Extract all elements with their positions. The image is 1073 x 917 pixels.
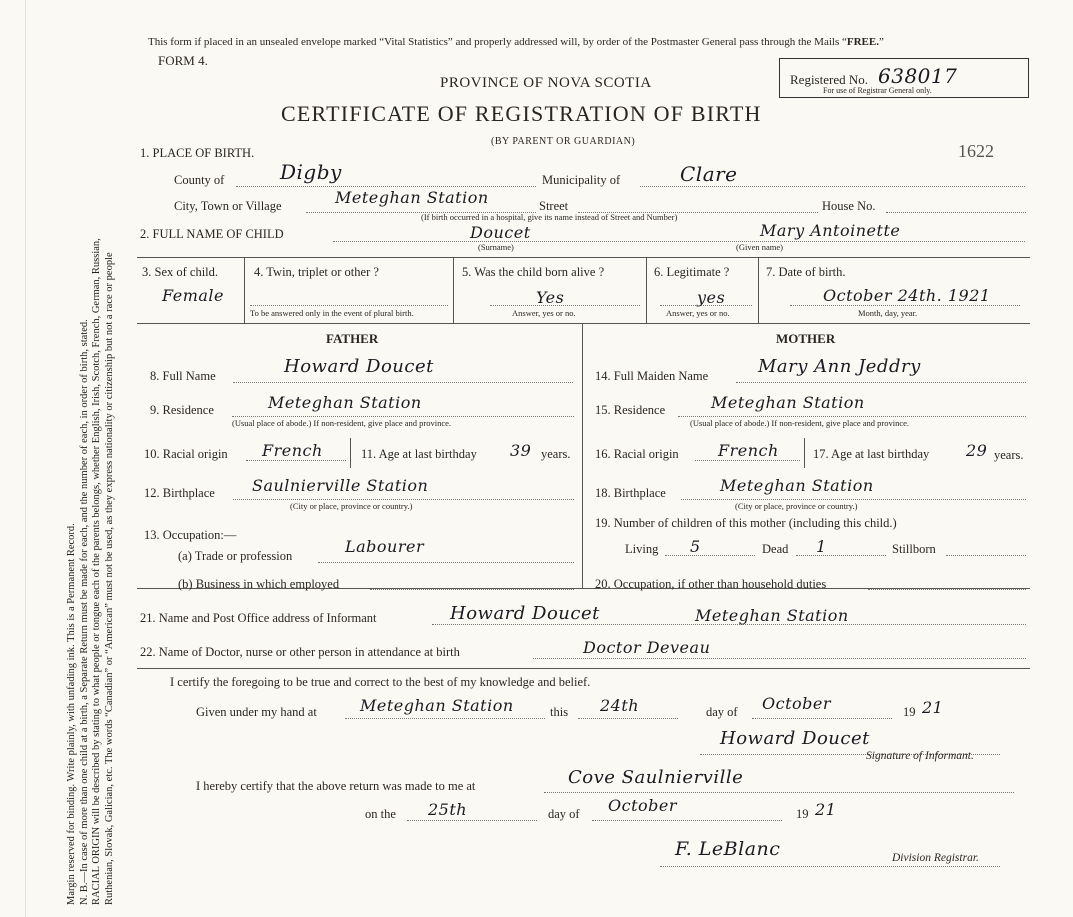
municipality-value: Clare [680,162,738,186]
child-name-line [333,241,1025,242]
father-trade: Labourer [345,537,425,556]
living-line [665,555,755,556]
twin-note: To be answered only in the event of plural birth. [250,308,414,318]
mother-name-line [736,382,1026,383]
reg-day-of-label: day of [548,807,580,821]
row-divider-top [137,257,1030,258]
mail-notice [148,36,884,48]
registrar-text: I hereby certify that the above return was made to me at [196,779,476,793]
reg-day: 25th [428,800,468,819]
mother-racial: French [718,441,779,460]
father-age: 39 [510,441,532,460]
sex-value: Female [162,286,224,305]
father-residence-caption: (Usual place of abode.) If non-resident, give place and province. [232,418,452,428]
alive-label: 5. Was the child born alive ? [462,265,605,279]
doctor-line [533,658,1026,659]
father-age-divider [350,438,351,468]
reg-month-line [592,820,782,821]
registrar-signature: F. LeBlanc [675,838,781,860]
child-given-name: Mary Antoinette [760,221,901,240]
doctor-name: Doctor Deveau [583,638,711,657]
city-value: Meteghan Station [335,188,489,207]
legit-line [660,305,752,306]
informant-name: Howard Doucet [450,603,600,624]
father-birthplace-line [233,499,574,500]
father-trade-line [318,562,574,563]
father-racial: French [262,441,323,460]
county-value: Digby [280,160,342,184]
father-business-line [370,589,574,590]
informant-signature: Howard Doucet [720,728,870,749]
mother-residence: Meteghan Station [711,393,865,412]
dob-line [790,305,1020,306]
col-divider-4 [758,257,759,323]
father-name-label: 8. Full Name [150,369,216,383]
informant-signature-caption: Signature of Informant. [866,750,974,762]
registered-number: 638017 [878,64,958,88]
father-birthplace: Saulnierville Station [252,476,429,495]
col-divider-1 [244,257,245,323]
page-subtitle: (BY PARENT OR GUARDIAN) [491,136,636,147]
legit-value: yes [697,288,726,307]
form-number: FORM 4. [158,53,208,68]
col-divider-3 [646,257,647,323]
stillborn-line [946,555,1026,556]
father-name: Howard Doucet [284,356,434,377]
father-trade-label: (a) Trade or profession [178,549,293,563]
registrar-signature-line [660,866,1000,867]
father-heading: FATHER [326,331,379,346]
certify-text: I certify the foregoing to be true and correct to the best of my knowledge and belief. [170,675,591,689]
mother-birthplace-caption: (City or place, province or country.) [735,501,858,511]
mother-birthplace: Meteghan Station [720,476,874,495]
given-place-line [345,718,545,719]
mother-residence-line [678,416,1026,417]
father-birthplace-caption: (City or place, province or country.) [290,501,413,511]
col-divider-2 [453,257,454,323]
father-business-label: (b) Business in which employed [178,577,340,591]
parents-divider [582,323,583,588]
house-no-label: House No. [822,199,876,213]
municipality-line [640,186,1025,187]
mother-age-years: years. [994,448,1024,462]
reg-month: October [608,796,677,815]
mother-birthplace-line [681,499,1026,500]
margin-line-2: N. B.—In case of more than one child at a birth, a Separate Return must be made for each, and the number of each, in order of birth, stated. [78,319,90,905]
page-title: CERTIFICATE OF REGISTRATION OF BIRTH [281,101,762,126]
surname-caption: (Surname) [478,242,514,252]
dob-value: October 24th. 1921 [823,286,991,305]
on-the-label: on the [365,807,396,821]
county-line [236,186,536,187]
father-racial-label: 10. Racial origin [144,447,228,461]
father-age-years: years. [541,447,571,461]
city-label: City, Town or Village [174,199,282,213]
hospital-note: (If birth occurred in a hospital, give its name instead of Street and Number) [421,212,678,222]
street-label: Street [539,199,569,213]
this-label: this [550,705,569,719]
mail-notice-free: FREE. [846,36,879,48]
registrar-place-line [544,792,1014,793]
day-line [578,718,678,719]
mother-racial-label: 16. Racial origin [595,447,679,461]
mother-racial-line [695,460,800,461]
month-line [752,718,892,719]
father-residence-label: 9. Residence [150,403,214,417]
given-name-caption: (Given name) [736,242,783,252]
registrar-place: Cove Saulnierville [568,767,744,788]
mother-residence-label: 15. Residence [595,403,666,417]
mother-age-label: 17. Age at last birthday [813,447,930,461]
row-divider-bottom [137,323,1030,324]
reg-year: 21 [815,800,837,819]
living-label: Living [625,542,659,556]
twin-line [250,305,448,306]
dead-value: 1 [816,537,827,556]
mother-occupation-label: 20. Occupation, if other than household duties [595,577,827,591]
margin-line-1: Margin reserved for binding. Write plainly, with unfading ink. This is a Permanent Record. [66,523,77,905]
dob-caption: Month, day, year. [858,308,918,318]
given-year: 21 [922,698,944,717]
child-name-label: 2. FULL NAME OF CHILD [140,227,284,241]
mother-residence-caption: (Usual place of abode.) If non-resident, give place and province. [690,418,910,428]
mother-name-label: 14. Full Maiden Name [595,369,709,383]
stillborn-label: Stillborn [892,542,936,556]
reg-year-prefix: 19 [796,807,809,821]
given-label: Given under my hand at [196,705,317,719]
mother-occupation-line [868,589,1026,590]
dob-label: 7. Date of birth. [766,265,846,279]
father-name-line [233,382,573,383]
doctor-label: 22. Name of Doctor, nurse or other person in attendance at birth [140,645,460,659]
given-place: Meteghan Station [360,696,514,715]
informant-label: 21. Name and Post Office address of Informant [140,611,377,625]
alive-caption: Answer, yes or no. [512,308,576,318]
registrar-signature-caption: Division Registrar. [892,852,979,864]
province-title: PROVINCE OF NOVA SCOTIA [440,75,652,91]
father-birthplace-label: 12. Birthplace [144,486,215,500]
margin-line-3: RACIAL ORIGIN will be described by stating to what people or tongue each of the parents belongs, whether English, Irish, Scotch, French, German, Russian, [91,238,102,905]
informant-address: Meteghan Station [695,606,849,625]
father-residence-line [232,416,574,417]
registered-label: Registered No. [790,72,868,87]
father-age-label: 11. Age at last birthday [361,447,477,461]
given-month: October [762,694,831,713]
certification-divider [137,668,1030,669]
alive-value: Yes [536,288,565,307]
year-prefix: 19 [903,705,916,719]
legit-caption: Answer, yes or no. [666,308,730,318]
dead-label: Dead [762,542,789,556]
mother-age: 29 [966,441,988,460]
living-value: 5 [690,537,701,556]
legit-label: 6. Legitimate ? [654,265,730,279]
margin-line-4: Ruthenian, Slovak, Galician, etc. The words “Canadian” or “American” must not be used, as they express nationality or citizenship but not a race or people [103,252,115,905]
corner-number: 1622 [958,141,994,161]
margin-instructions [0,0,135,917]
municipality-label: Municipality of [542,173,621,187]
place-of-birth-label: 1. PLACE OF BIRTH. [140,146,255,160]
mother-name: Mary Ann Jeddry [758,356,921,377]
mother-children-label: 19. Number of children of this mother (including this child.) [595,516,897,530]
twin-label: 4. Twin, triplet or other ? [254,265,379,279]
given-day: 24th [600,696,640,715]
dead-line [796,555,886,556]
father-residence: Meteghan Station [268,393,422,412]
child-surname: Doucet [470,223,531,242]
registrar-note: For use of Registrar General only. [823,86,932,95]
alive-line [490,305,640,306]
sex-label: 3. Sex of child. [142,265,219,279]
reg-day-line [407,820,537,821]
mother-age-divider [804,438,805,468]
county-label: County of [174,173,225,187]
day-of-label: day of [706,705,738,719]
mother-heading: MOTHER [776,331,836,346]
mail-notice-suffix: ” [878,36,884,48]
mail-notice-text: This form if placed in an unsealed envelope marked “Vital Statistics” and properly addressed will, by order of the Postmaster General pass through the Mails “ [148,36,847,48]
mother-birthplace-label: 18. Birthplace [595,486,666,500]
margin-text [66,238,116,905]
father-racial-line [246,460,346,461]
house-no-line [886,212,1026,213]
father-occupation-label: 13. Occupation:— [144,528,237,542]
